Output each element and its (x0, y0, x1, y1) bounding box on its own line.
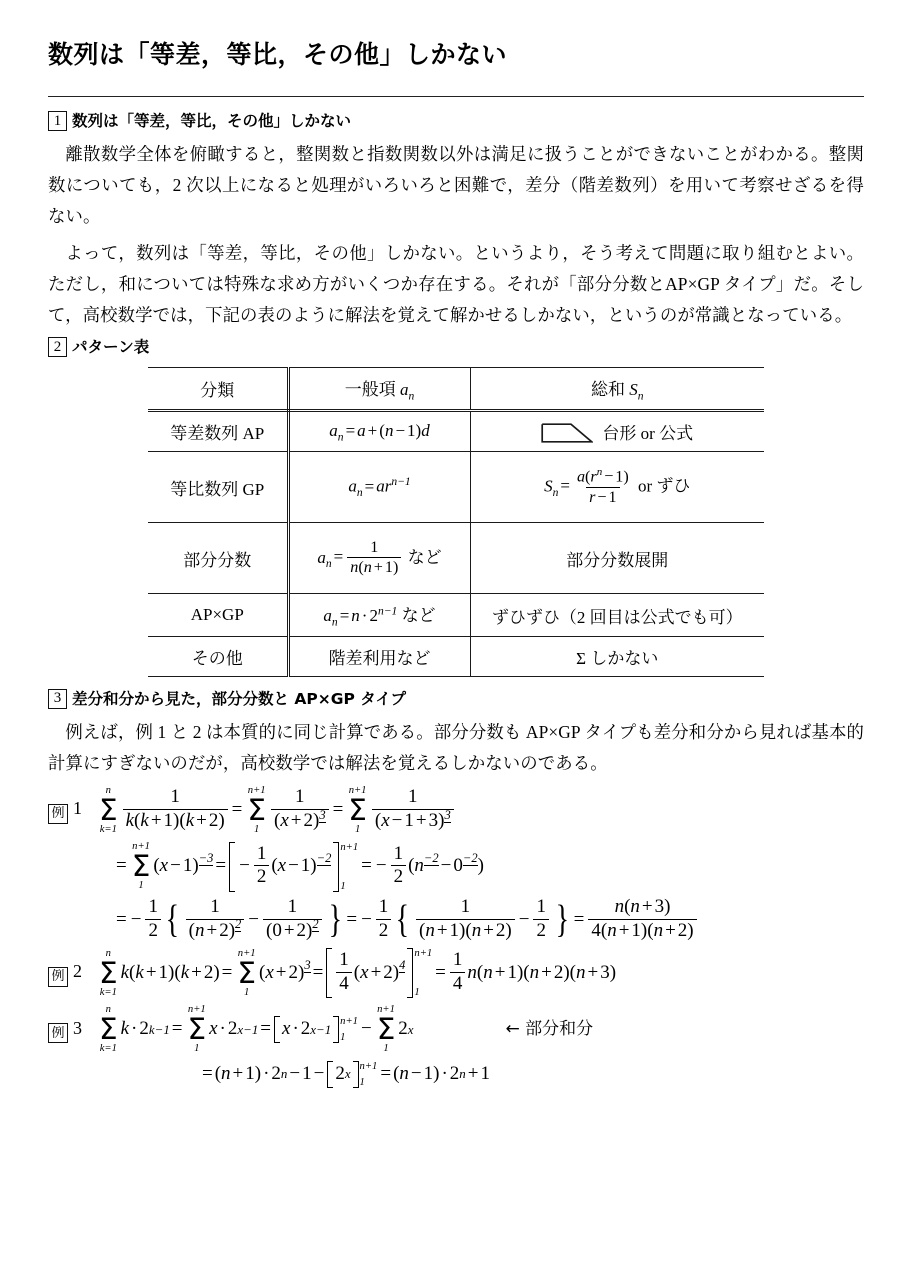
cell-category-other: その他 (148, 636, 288, 676)
trapezoid-icon (541, 423, 593, 443)
example-number: 1 (73, 798, 82, 819)
section-heading-3 (48, 689, 864, 709)
table-row-other (148, 636, 764, 676)
cell-sum-apgp: ずひずひ（2 回目は公式でも可） (470, 594, 764, 636)
section-heading-text: パターン表 (72, 337, 150, 356)
cell-general-term-apgp: $a_n = n \cdot 2^{n-1}$ など (288, 594, 470, 636)
example-1-line-1: 例 1 n Σ k=1 $\frac{1}{k(k + 1)(k + 2)}$ = n+1 Σ 1 $\frac{1}{(x + 2)3}$ = n+1 Σ 1 $\frac{1}{(x - 1 + 3)3}$ (48, 785, 864, 836)
header-category: 分類 (148, 368, 288, 411)
example-3-line-2: = ( n + 1) · 2 n − 1 − 2 x n+1 1 = ( n − 1) · 2 n + 1 (202, 1060, 490, 1088)
section-number-box: 1 (48, 111, 67, 131)
example-1-line-3: = − $\frac{1}{2}$ { $\frac{1}{(n + 2)2}$ − $\frac{1}{(0 + 2)2}$ } = − $\frac{1}{2}$ { $\frac{1}{(n + 1)(n + 2)}$ − $\frac{1}{2}$ } = $\frac{n(n + 3)}{4(n + 1)(n + 2)}$ (48, 898, 864, 942)
paragraph-1-2: よって，数列は「等差，等比，その他」しかない。というより，そう考えて問題に取り組むとよい。ただし，和については特殊な求め方がいくつか存在する。それが「部分分数とAP×GP タイプ」だ。そして，高校数学では，下記の表のように解法を覚えて解かせるしかない，というのが常識となっている。 (48, 243, 864, 325)
cell-general-term-apgp-suffix: など (401, 606, 436, 626)
example-number: 2 (73, 961, 82, 982)
table-row-apgp (148, 594, 764, 636)
example-label-box: 例 (48, 967, 68, 987)
header-general-term-label: 一般項 (344, 380, 396, 400)
example-1-tag (48, 799, 82, 821)
example-3-annotation: ← 部分和分 (505, 1019, 594, 1040)
header-general-term (288, 368, 470, 411)
table-row-ap (148, 411, 764, 452)
cell-sum-ap-text: 台形 or 公式 (602, 424, 694, 444)
section-heading-text: 差分和分から見た，部分分数と AP×GP タイプ (72, 689, 406, 708)
cell-category-gp: 等比数列 GP (148, 452, 288, 523)
cell-sum-gp: $S_n$ = $\frac{a(r^n - 1)}{r - 1}$ or ずひ (470, 452, 764, 523)
cell-sum-other: Σ しかない (470, 636, 764, 676)
symbol-S-subscript: n (637, 389, 644, 403)
header-sum (470, 368, 764, 411)
cell-category-partial: 部分分数 (148, 523, 288, 594)
cell-general-term-partial-suffix: など (407, 547, 442, 567)
example-3-line-1: 例 3 n Σ k=1 k · 2 k−1 = n+1 Σ 1 x · 2 x−1 = x · 2 x−1 n+1 1 − n+1 Σ 1 2 x ← 部分和分 (48, 1004, 864, 1055)
title-divider (48, 96, 864, 97)
cell-category-apgp: AP×GP (148, 594, 288, 636)
example-label-box: 例 (48, 1023, 68, 1043)
section-number-box: 2 (48, 337, 67, 357)
example-2-line-1: 例 2 n Σ k=1 k ( k + 1)( k + 2) = n+1 Σ 1 ( x + 2) 3 = $\frac{1}{4}$ ( x + 2) 4 n+1 1 = $\frac{1}{4}$ n ( n + 1)( n + 2)( n + 3) (48, 948, 864, 999)
cell-sum-ap (470, 411, 764, 452)
section-number-box: 3 (48, 689, 67, 709)
cell-general-term-other: 階差利用など (288, 636, 470, 676)
cell-sum-partial: 部分分数展開 (470, 523, 764, 594)
symbol-S: S (629, 380, 638, 400)
example-2-tag (48, 962, 82, 984)
symbol-a-subscript: n (408, 389, 415, 403)
example-3-tag (48, 1019, 82, 1041)
paragraph-3-1: 例えば，例 1 と 2 は本質的に同じ計算である。部分分数も AP×GP タイプも差分和分から見れば基本的計算にすぎないのだが，高校数学では解法を覚えるしかないのである。 (48, 722, 864, 773)
table-row-gp (148, 452, 764, 523)
pattern-table-container (48, 367, 864, 677)
paragraph-1-1: 離散数学全体を俯瞰すると，整関数と指数関数以外は満足に扱うことができないことがわかる。整関数についても，2 次以上になると処理がいろいろと困難で，差分（階差数列）を用いて考察せざるを得ない。 (48, 144, 864, 227)
header-sum-label: 総和 (590, 380, 625, 400)
page-title: 数列は「等差，等比，その他」しかない (48, 40, 508, 69)
example-1-line-2: = n+1 Σ 1 ( x − 1) −3 = − $\frac{1}{2}$ ( x − 1) −2 n+1 1 = − $\frac{1}{2}$ ( n −2 − 0 −2 ) (116, 841, 484, 892)
example-label-box: 例 (48, 804, 68, 824)
pattern-table (148, 367, 764, 677)
section-heading-1 (48, 111, 864, 131)
example-number: 3 (73, 1017, 82, 1038)
cell-general-term-partial: $a_n$ = $\frac{1}{n(n + 1)}$ など (288, 523, 470, 594)
cell-sum-gp-suffix: or ずひ (638, 476, 691, 496)
table-row-partial-fractions (148, 523, 764, 594)
cell-general-term-gp: $a_n = ar^{n-1}$ (288, 452, 470, 523)
section-heading-text: 数列は「等差，等比，その他」しかない (72, 112, 352, 130)
symbol-a: a (399, 380, 409, 400)
cell-general-term-ap: $a_n = a + (n - 1)d$ (288, 411, 470, 452)
cell-category-ap: 等差数列 AP (148, 411, 288, 452)
table-header-row (148, 368, 764, 411)
section-heading-2 (48, 337, 864, 357)
